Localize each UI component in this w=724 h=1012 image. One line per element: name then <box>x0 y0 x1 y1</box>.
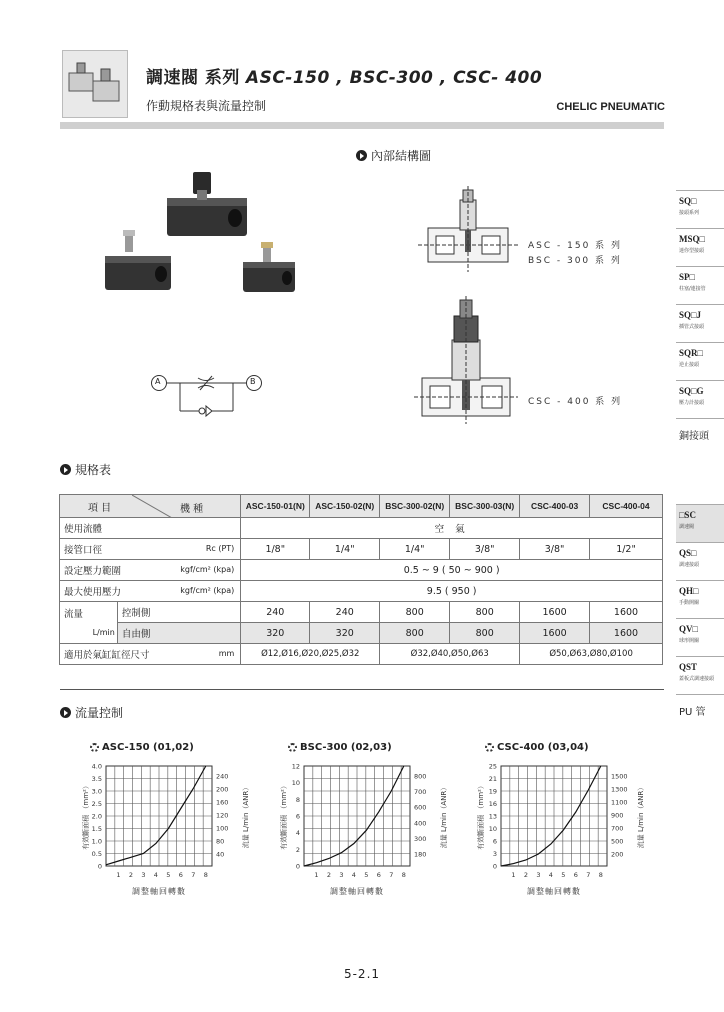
product-thumbnail <box>62 50 128 118</box>
category-tabs <box>676 190 724 732</box>
side-tab-code: PU 管 <box>679 707 706 718</box>
y2-tick-label: 160 <box>216 798 229 807</box>
side-tab[interactable] <box>676 656 724 694</box>
x-tick-label: 2 <box>128 871 134 879</box>
model-header: ASC-150-01(N) <box>241 495 310 518</box>
bullet-arrow-icon <box>60 707 71 718</box>
y-tick-label: 3 <box>492 850 497 858</box>
side-tab[interactable] <box>676 304 724 342</box>
y-tick-label: 12 <box>291 762 300 771</box>
x-tick-label: 2 <box>523 871 529 879</box>
y2-tick-label: 240 <box>216 772 229 781</box>
x-tick-label: 5 <box>166 871 171 879</box>
x-tick-label: 3 <box>536 871 541 879</box>
x-tick-label: 3 <box>141 871 146 879</box>
side-tab-label: 蓋板式調速接頭 <box>679 676 715 682</box>
bullet-arrow-icon <box>356 150 367 161</box>
y-axis-label: 有效斷面積 （mm²） <box>82 782 90 850</box>
y2-tick-label: 900 <box>611 811 624 820</box>
chart-title: BSC-300 (02,03) <box>288 742 392 753</box>
flow-chart-svg <box>475 760 675 900</box>
y2-tick-label: 1500 <box>611 772 628 781</box>
y-tick-label: 6 <box>492 837 497 846</box>
y-tick-label: 0.5 <box>91 850 102 858</box>
table-row: 使用流體 空 氣 <box>60 518 663 539</box>
side-tab-label: 手動開關 <box>679 600 700 606</box>
cross-section-csc <box>414 296 518 424</box>
y-tick-label: 1.0 <box>91 837 102 846</box>
x-axis-label: 調整軸回轉數 <box>132 887 186 896</box>
header-divider <box>60 122 664 129</box>
spec-table <box>59 494 663 665</box>
valve-photo-asc <box>243 242 295 292</box>
y-tick-label: 16 <box>488 800 497 808</box>
port-b-label: B <box>250 377 256 386</box>
x-tick-label: 4 <box>351 871 356 879</box>
side-tab[interactable] <box>676 618 724 656</box>
x-tick-label: 3 <box>339 871 344 879</box>
y2-tick-label: 180 <box>414 850 427 859</box>
series-label-bsc: BSC - 300 系 列 <box>528 256 622 266</box>
side-tab[interactable] <box>676 418 724 504</box>
y-tick-label: 4 <box>295 829 300 838</box>
side-tab[interactable] <box>676 580 724 618</box>
y-tick-label: 2.5 <box>91 800 102 808</box>
x-tick-label: 7 <box>389 871 394 879</box>
x-tick-label: 7 <box>191 871 196 879</box>
side-tab-code: QH□ <box>679 586 699 596</box>
x-tick-label: 8 <box>203 871 208 879</box>
y-tick-label: 6 <box>295 812 300 821</box>
x-tick-label: 4 <box>153 871 158 879</box>
chart-title: CSC-400 (03,04) <box>485 742 589 753</box>
y2-tick-label: 1300 <box>611 785 628 794</box>
x-axis-label: 調整軸回轉數 <box>527 887 581 896</box>
model-header: BSC-300-03(N) <box>450 495 520 518</box>
x-tick-label: 1 <box>314 871 319 879</box>
y2-tick-label: 40 <box>216 850 225 859</box>
gear-icon <box>485 743 494 752</box>
section-divider <box>60 689 664 690</box>
side-tab-code: SP□ <box>679 272 695 282</box>
x-tick-label: 7 <box>586 871 591 879</box>
x-tick-label: 1 <box>116 871 121 879</box>
side-tab-label: 迷你型接頭 <box>679 248 705 254</box>
x-tick-label: 6 <box>573 871 578 879</box>
x-tick-label: 4 <box>548 871 553 879</box>
y2-tick-label: 300 <box>414 834 427 843</box>
y2-tick-label: 400 <box>414 819 427 828</box>
side-tab-label: 逆止接頭 <box>679 362 700 368</box>
y-axis-label: 有效斷面積 （mm²） <box>280 782 288 850</box>
x-tick-label: 8 <box>598 871 603 879</box>
table-row: 適用於氣缸缸徑尺寸 mm Ø12,Ø16,Ø20,Ø25,Ø32 Ø32,Ø40,Ø50,Ø63 Ø50,Ø63,Ø80,Ø100 <box>60 644 663 665</box>
flow-chart-svg <box>278 760 478 900</box>
side-tab-label: 壓力計接頭 <box>679 400 705 406</box>
y-tick-label: 2 <box>295 845 300 854</box>
y-tick-label: 19 <box>488 787 497 796</box>
flow-control-heading: 流量控制 <box>60 704 123 721</box>
y2-tick-label: 500 <box>611 837 624 846</box>
y-tick-label: 10 <box>488 825 497 833</box>
x-tick-label: 6 <box>376 871 381 879</box>
side-tab-label: 接頭系列 <box>679 210 700 216</box>
y2-axis-label: 流量 L/min（ANR） <box>440 783 448 849</box>
y2-tick-label: 200 <box>611 850 624 859</box>
side-tab[interactable] <box>676 342 724 380</box>
valve-photo-csc <box>105 230 171 290</box>
bullet-arrow-icon <box>60 464 71 475</box>
side-tab-label: 插管式接頭 <box>679 324 705 330</box>
x-tick-label: 5 <box>561 871 566 879</box>
series-label-csc: CSC - 400 系 列 <box>528 397 623 407</box>
side-tab-code: QS□ <box>679 548 697 558</box>
x-tick-label: 1 <box>511 871 516 879</box>
side-tab-label: 柱塞/連接管 <box>679 286 706 292</box>
spec-heading: 規格表 <box>60 461 111 478</box>
y-tick-label: 0 <box>97 862 102 871</box>
flow-chart-svg <box>80 760 280 900</box>
product-photos <box>95 168 325 298</box>
side-tab[interactable] <box>676 694 724 732</box>
y2-tick-label: 80 <box>216 837 225 846</box>
x-tick-label: 5 <box>364 871 369 879</box>
y2-tick-label: 800 <box>414 772 427 781</box>
y2-axis-label: 流量 L/min（ANR） <box>637 783 645 849</box>
model-header: BSC-300-02(N) <box>380 495 450 518</box>
side-tab-code: SQ□G <box>679 386 704 396</box>
table-row: 最大使用壓力 kgf/cm² (kpa) 9.5 ( 950 ) <box>60 581 663 602</box>
model-header: CSC-400-03 <box>520 495 590 518</box>
table-row: 自由側 320 320 800 800 1600 1600 <box>60 623 663 644</box>
gear-icon <box>288 743 297 752</box>
side-tab-code: SQ□J <box>679 310 701 320</box>
side-tab-code: 銅接頭 <box>679 431 709 442</box>
y-tick-label: 4.0 <box>91 762 102 771</box>
x-tick-label: 2 <box>326 871 332 879</box>
x-tick-label: 8 <box>401 871 406 879</box>
y-tick-label: 3.0 <box>91 787 102 796</box>
y2-tick-label: 700 <box>414 788 427 797</box>
y-tick-label: 3.5 <box>91 775 102 783</box>
model-header: ASC-150-02(N) <box>310 495 380 518</box>
y2-tick-label: 200 <box>216 785 229 794</box>
x-tick-label: 6 <box>178 871 183 879</box>
side-tab[interactable] <box>676 380 724 418</box>
y2-tick-label: 120 <box>216 811 229 820</box>
side-tab-label: 球形開關 <box>679 638 700 644</box>
gear-icon <box>90 743 99 752</box>
header-diagonal <box>132 495 172 518</box>
table-row: 設定壓力範圍 kgf/cm² (kpa) 0.5 ~ 9 ( 50 ~ 900 ) <box>60 560 663 581</box>
y-tick-label: 1.5 <box>91 825 102 833</box>
x-axis-label: 調整軸回轉數 <box>330 887 384 896</box>
side-tab[interactable] <box>676 504 724 542</box>
internal-structure-heading: 內部結構圖 <box>356 147 431 164</box>
header-item-model-cell: 項 目 機 種 <box>60 495 241 518</box>
y-tick-label: 13 <box>488 812 497 821</box>
side-tab-code: MSQ□ <box>679 234 705 244</box>
side-tab-code: SQR□ <box>679 348 703 358</box>
side-tab[interactable] <box>676 266 724 304</box>
y-tick-label: 0 <box>295 862 300 871</box>
y2-tick-label: 600 <box>414 803 427 812</box>
y-tick-label: 25 <box>488 762 497 771</box>
y-tick-label: 21 <box>488 775 497 783</box>
page-number: 5-2.1 <box>343 967 381 981</box>
y-tick-label: 10 <box>291 779 300 788</box>
side-tab-label: 調速接頭 <box>679 562 700 568</box>
y2-tick-label: 700 <box>611 824 624 833</box>
page-subtitle: 作動規格表與流量控制 <box>146 99 267 113</box>
page-title: 調速閥 系列 ASC-150 , BSC-300 , CSC- 400 <box>146 68 543 88</box>
y-tick-label: 2.0 <box>91 812 102 821</box>
chart-title: ASC-150 (01,02) <box>90 742 194 753</box>
side-tab-code: QV□ <box>679 624 698 634</box>
side-tab-code: QST <box>679 662 698 672</box>
brand-name: CHELIC PNEUMATIC <box>556 101 665 113</box>
side-tab-code: □SC <box>679 510 696 520</box>
model-header: CSC-400-04 <box>590 495 663 518</box>
y2-tick-label: 1100 <box>611 798 628 807</box>
cross-section-asc-bsc <box>418 186 518 272</box>
side-tab[interactable] <box>676 228 724 266</box>
y-axis-label: 有效斷面積 （mm²） <box>477 782 485 850</box>
y-tick-label: 8 <box>295 795 300 804</box>
table-row: 流量 L/min 控制側 240 240 800 800 1600 1600 <box>60 602 663 623</box>
y2-axis-label: 流量 L/min（ANR） <box>242 783 250 849</box>
side-tab-label: 調速閥 <box>679 524 695 530</box>
y2-tick-label: 100 <box>216 824 229 833</box>
series-label-asc: ASC - 150 系 列 <box>528 241 623 251</box>
table-header-row <box>60 495 663 518</box>
side-tab[interactable] <box>676 190 724 228</box>
table-row: 接管口徑 Rc (PT) 1/8" 1/4" 1/4" 3/8" 3/8" 1/2" <box>60 539 663 560</box>
y-tick-label: 0 <box>492 862 497 871</box>
side-tab[interactable] <box>676 542 724 580</box>
port-a-label: A <box>155 377 161 386</box>
side-tab-code: SQ□ <box>679 196 697 206</box>
valve-photo-bsc <box>167 172 247 236</box>
